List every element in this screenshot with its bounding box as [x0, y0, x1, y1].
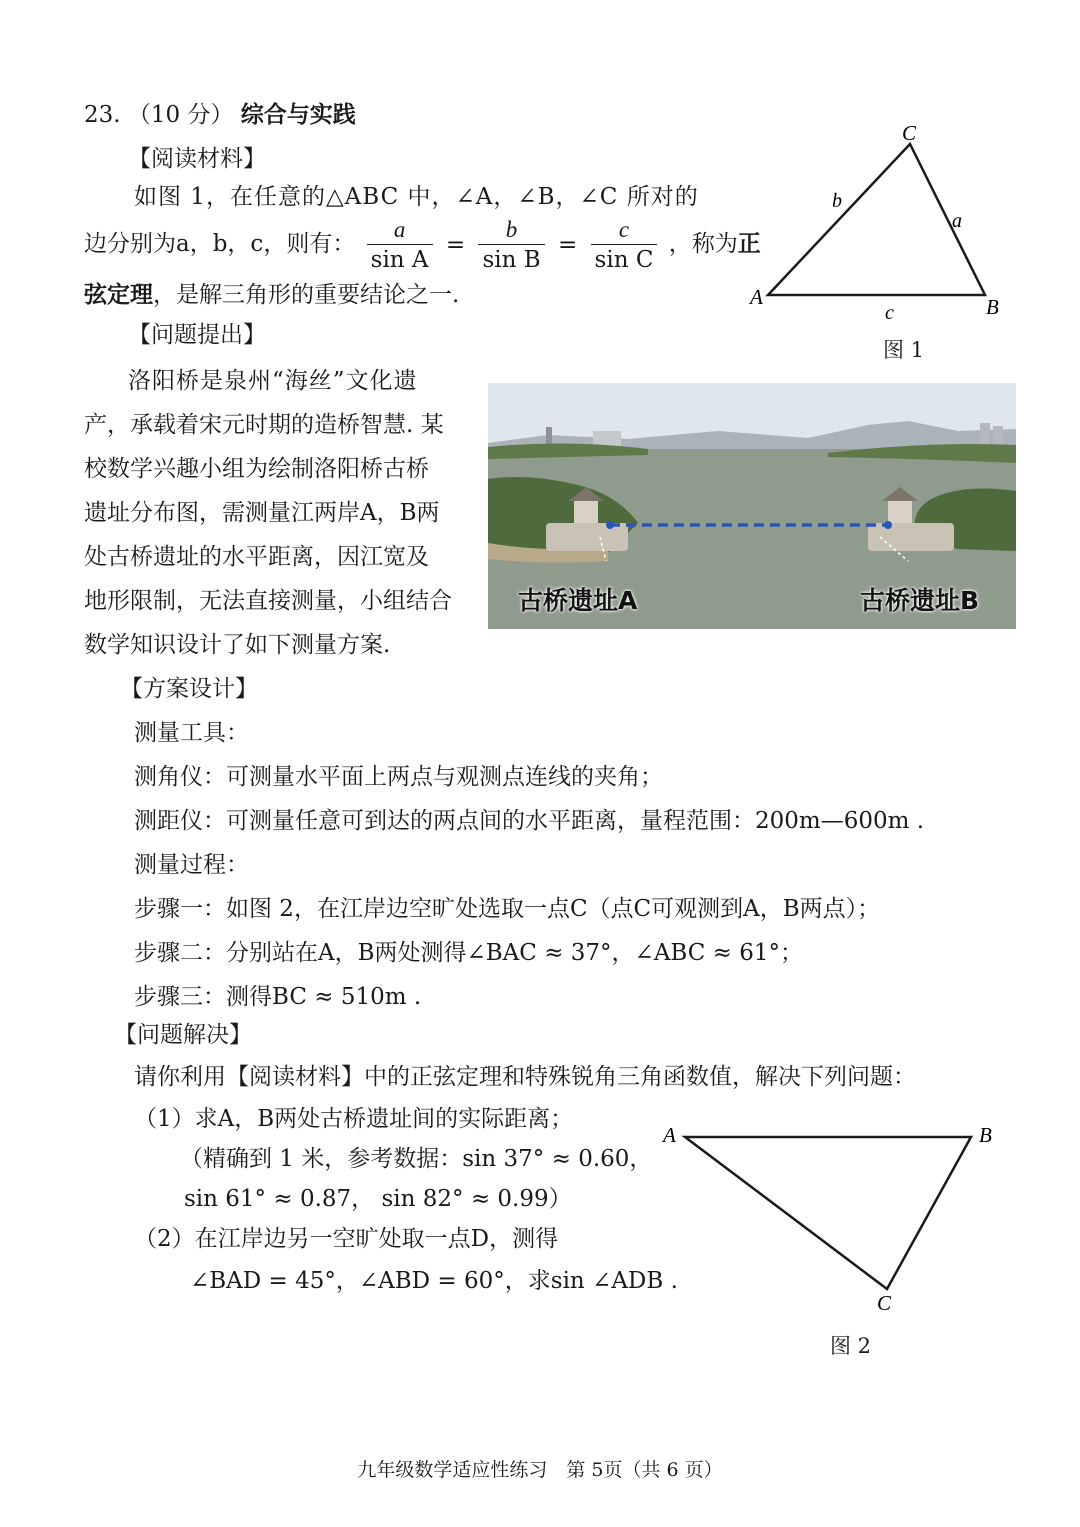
- fraction-b-over-sin-b: [478, 216, 544, 275]
- figure-1-triangle: [745, 122, 1015, 322]
- problem-score: （10 分）: [127, 102, 234, 128]
- equals-sign-1: =: [445, 232, 466, 258]
- photo-label-a: 古桥遗址A: [518, 586, 638, 615]
- question-line-7: 数学知识设计了如下测量方案.: [84, 632, 391, 658]
- fig2-label-a: A: [663, 1123, 676, 1147]
- left-pavilion-body: [574, 501, 598, 523]
- question-line-3: 校数学兴趣小组为绘制洛阳桥古桥: [84, 456, 429, 482]
- question-line-4: 遗址分布图，需测量江两岸A，B两: [84, 500, 440, 526]
- design-tool-2: 测距仪：可测量任意可到达的两点间的水平距离，量程范围：200m—600m .: [134, 808, 925, 834]
- page-footer: 九年级数学适应性练习 第 5页（共 6 页）: [357, 1459, 723, 1481]
- luoyang-bridge-photo: [488, 383, 1016, 629]
- fraction-1-denominator: sin A: [370, 246, 429, 273]
- question-line-6: 地形限制，无法直接测量，小组结合: [84, 588, 452, 614]
- problem-header: [84, 100, 356, 130]
- question-header: 【问题提出】: [128, 322, 266, 348]
- fig2-label-b: B: [979, 1123, 992, 1147]
- figure-1-caption: 图 1: [883, 338, 925, 362]
- right-pavilion-body: [888, 501, 912, 523]
- problem-number: 23.: [84, 102, 121, 128]
- reading-line-2-suffix: ，称为: [668, 231, 738, 257]
- reading-line-3-suffix: ，是解三角形的重要结论之一.: [153, 282, 460, 308]
- design-header: 【方案设计】: [120, 676, 258, 702]
- fraction-2-numerator: b: [478, 216, 544, 245]
- reading-line-1: 如图 1，在任意的△ABC 中，∠A，∠B，∠C 所对的: [134, 184, 699, 210]
- solve-q1-line-2: （精确到 1 米，参考数据：sin 37° ≈ 0.60，: [180, 1146, 653, 1172]
- equals-sign-2: =: [557, 232, 578, 258]
- question-line-2: 产，承载着宋元时期的造桥智慧. 某: [84, 412, 444, 438]
- solve-q2-line-1: （2）在江岸边另一空旷处取一点D，测得: [134, 1226, 559, 1252]
- solve-header: 【问题解决】: [114, 1022, 252, 1048]
- question-line-1: 洛阳桥是泉州“海丝”文化遗: [128, 368, 418, 394]
- reading-header: 【阅读材料】: [128, 146, 266, 172]
- fig2-label-c: C: [877, 1291, 892, 1315]
- reading-line-2-prefix: 边分别为a，b，c，则有：: [84, 231, 356, 257]
- fig1-label-b-side: b: [832, 190, 842, 212]
- triangle-abc-fig2: [685, 1137, 971, 1289]
- figure-2-triangle: [655, 1118, 1015, 1318]
- fig1-label-b-vertex: B: [986, 295, 999, 319]
- fraction-3-numerator: c: [591, 216, 658, 245]
- solve-q1-line-1: （1）求A，B两处古桥遗址间的实际距离；: [134, 1106, 574, 1132]
- design-process: 测量过程：: [134, 852, 249, 878]
- city-building-3: [980, 423, 990, 447]
- fig1-label-a-side: a: [952, 210, 962, 232]
- fig1-label-c-vertex: C: [902, 122, 917, 145]
- fraction-a-over-sin-a: [367, 216, 433, 275]
- design-step-2: 步骤二：分别站在A，B两处测得∠BAC ≈ 37°，∠ABC ≈ 61°；: [134, 940, 804, 966]
- design-tools: 测量工具：: [134, 720, 249, 746]
- fraction-3-denominator: sin C: [594, 246, 654, 273]
- design-step-1: 步骤一：如图 2，在江岸边空旷处选取一点C（点C可观测到A，B两点）；: [134, 896, 881, 922]
- point-b-marker: [884, 521, 892, 529]
- fig1-label-c-side: c: [885, 302, 894, 322]
- photo-label-b: 古桥遗址B: [860, 586, 980, 615]
- fraction-1-numerator: a: [367, 216, 433, 245]
- design-tool-1: 测角仪：可测量水平面上两点与观测点连线的夹角；: [134, 764, 663, 790]
- left-platform: [546, 523, 628, 551]
- sine-law-term-part2: 弦定理: [84, 282, 153, 308]
- solve-intro: 请你利用【阅读材料】中的正弦定理和特殊锐角三角函数值，解决下列问题：: [134, 1064, 916, 1090]
- solve-q2-line-2: ∠BAD = 45°，∠ABD = 60°，求sin ∠ADB .: [190, 1268, 678, 1294]
- reading-line-3: [84, 280, 459, 310]
- fig1-label-a-vertex: A: [750, 285, 763, 309]
- problem-title: 综合与实践: [240, 102, 356, 128]
- sine-law-term-part1: 正: [737, 231, 761, 257]
- point-a-marker: [606, 521, 614, 529]
- figure-2-caption: 图 2: [830, 1334, 872, 1358]
- fraction-2-denominator: sin B: [482, 246, 541, 273]
- city-building-4: [993, 426, 1003, 447]
- solve-q1-line-3: sin 61° ≈ 0.87， sin 82° ≈ 0.99）: [184, 1186, 572, 1212]
- fraction-c-over-sin-c: [591, 216, 658, 275]
- question-line-5: 处古桥遗址的水平距离，因江宽及: [84, 544, 429, 570]
- reading-line-2: [84, 214, 761, 275]
- design-step-3: 步骤三：测得BC ≈ 510m .: [134, 984, 422, 1010]
